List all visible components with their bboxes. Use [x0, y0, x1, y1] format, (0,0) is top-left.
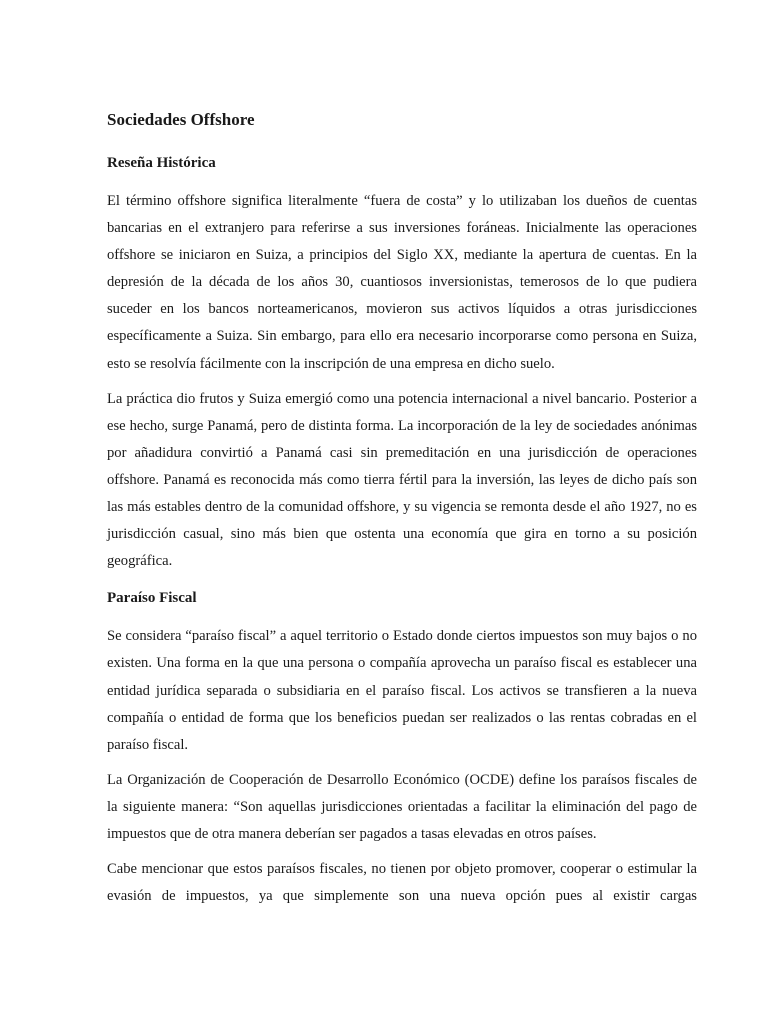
paragraph: La práctica dio frutos y Suiza emergió como una potencia internacional a nivel bancario. Posterior a ese hecho, surge Panamá, pero de distinta forma. La incorporación de la ley de sociedades anónimas por añadidura convirtió a Panamá casi sin premeditación en una jurisdicción de operaciones offshore. Panamá es reconocida más como tierra fértil para la inversión, las leyes de dicho país son las más estables dentro de la comunidad offshore, y su vigencia se remonta desde el año 1927, no es jurisdicción casual, sino más bien que ostenta una economía que gira en torno a su posición geográfica. [107, 390, 697, 570]
paragraph-last: Cabe mencionar que estos paraísos fiscales, no tienen por objeto promover, cooperar o estimular la evasión de impuestos, ya que simplemente son una nueva opción pues al existir cargas [107, 861, 697, 905]
paragraph: El término offshore significa literalmente “fuera de costa” y lo utilizaban los dueños de cuentas bancarias en el extranjero para referirse a sus inversiones foráneas. Inicialmente las operaciones offshore se iniciaron en Suiza, a principios del Siglo XX, mediante la apertura de cuentas. En la depresión de la década de los años 30, cuantiosos inversionistas, temerosos de lo que pudiera suceder en los bancos norteamericanos, movieron sus activos líquidos a otras jurisdicciones específicamente a Suiza. Sin embargo, para ello era necesario incorporarse como persona en Suiza, esto se resolvía fácilmente con la inscripción de una empresa en dicho suelo. [107, 193, 697, 372]
paragraph: La Organización de Cooperación de Desarrollo Económico (OCDE) define los paraísos fiscales de la siguiente manera: “Son aquellas jurisdicciones orientadas a facilitar la eliminación del pago de impuestos que de otra manera deberían ser pagados a tasas elevadas en otros países. [107, 771, 697, 842]
section-paraiso-fiscal [107, 587, 697, 910]
paragraph: Se considera “paraíso fiscal” a aquel territorio o Estado donde ciertos impuestos son muy bajos o no existen. Una forma en la que una persona o compañía aprovecha un paraíso fiscal es establecer una entidad jurídica separada o subsidiaria en el paraíso fiscal. Los activos se transfieren a la nueva compañía o entidad de forma que los beneficios puedan ser realizados o las rentas cobradas en el paraíso fiscal. [107, 628, 697, 753]
section-resena-historica [107, 152, 697, 575]
document-body [107, 108, 697, 918]
document-title: Sociedades Offshore [107, 110, 255, 129]
section-heading: Paraíso Fiscal [107, 590, 197, 607]
section-heading: Reseña Histórica [107, 155, 216, 171]
